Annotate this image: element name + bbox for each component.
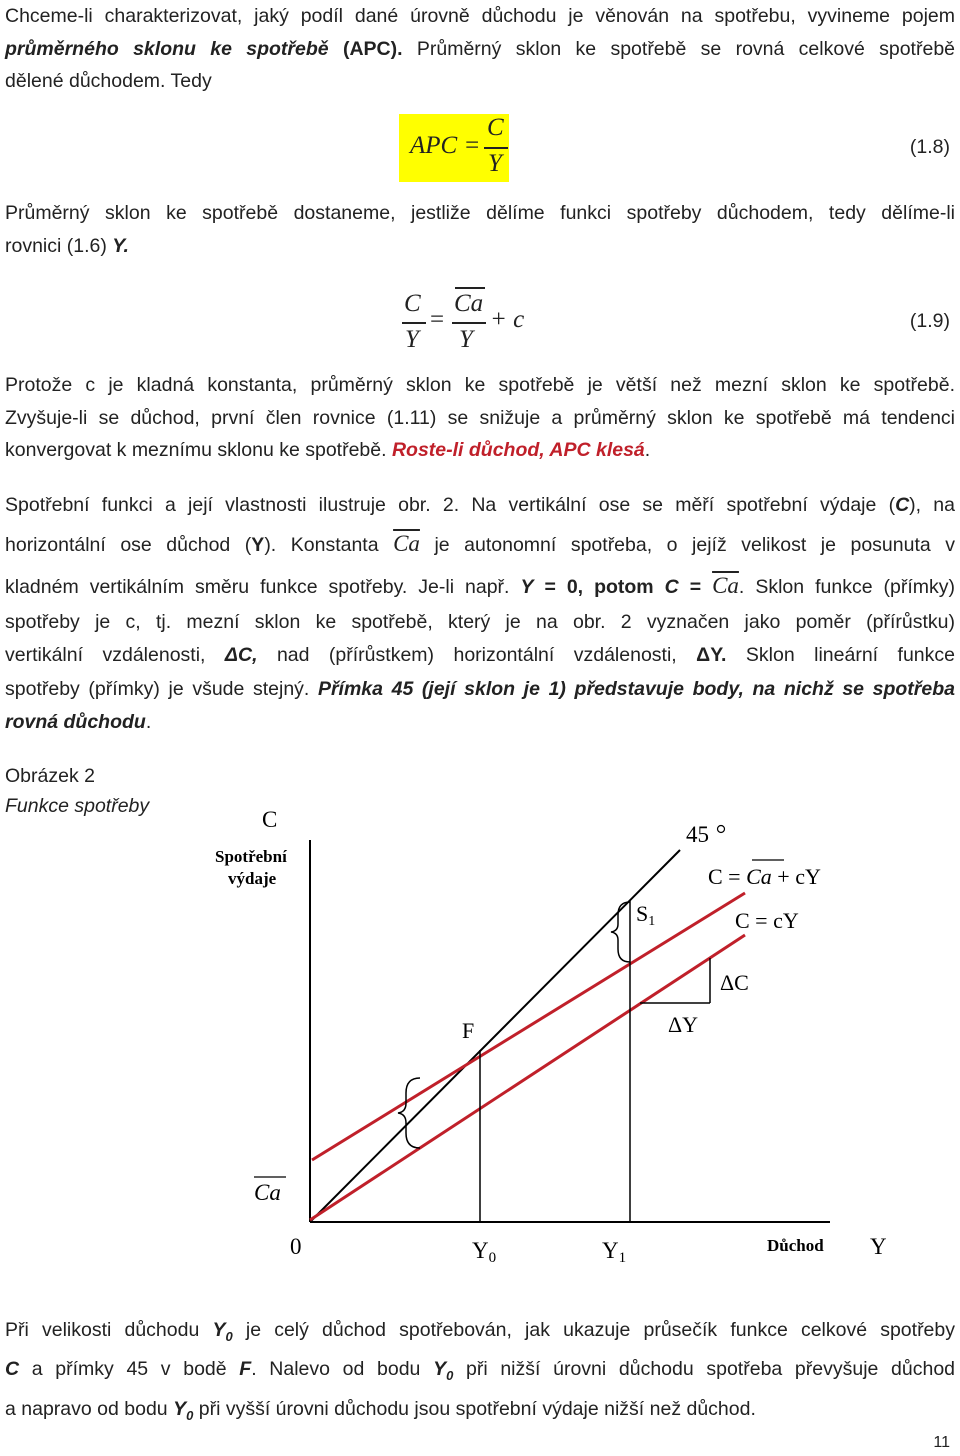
label-s1: S1 bbox=[636, 901, 656, 929]
equation-lhs: APC = bbox=[410, 132, 481, 159]
fraction-line bbox=[484, 147, 508, 149]
text-line: konvergovat k meznímu sklonu ke spotřebě. Roste-li důchod, APC klesá. bbox=[5, 439, 651, 461]
label-point-f: F bbox=[462, 1018, 475, 1043]
text-line: kladném vertikálním směru funkce spotřeby. Je-li např. Y = 0, potom $C = \overline{Ca}$. Sklon funkce (přímky) bbox=[5, 572, 956, 598]
equation-denominator: Y bbox=[459, 326, 473, 353]
paragraph-apc-intro bbox=[5, 0, 955, 98]
text-line: Zvyšuje-li se důchod, první člen rovnice (1.11) se snižuje a průměrný sklon ke spotřebě má tendenci bbox=[5, 406, 955, 429]
equation-numerator: C bbox=[487, 114, 504, 141]
label-consumption-function: C = Ca + cY bbox=[708, 864, 821, 889]
text-line: průměrného sklonu ke spotřebě (APC). Průměrný sklon ke spotřebě se rovná celkové spotřebě bbox=[5, 37, 956, 60]
equation-denominator: Y bbox=[405, 326, 419, 353]
label-45: 45 bbox=[686, 822, 709, 847]
overline-ca bbox=[455, 287, 485, 289]
text-line: vertikální vzdálenosti, ΔC, nad (přírůstkem) horizontální vzdálenosti, ΔY. Sklon lineární funkce bbox=[5, 644, 955, 666]
paragraph-figure-interpretation bbox=[5, 1314, 955, 1432]
label-y0: Y0 bbox=[472, 1238, 497, 1266]
label-origin: 0 bbox=[290, 1234, 302, 1259]
text-line: Protože c je kladná konstanta, průměrný sklon ke spotřebě je větší než mezní sklon ke spotřebě. bbox=[5, 374, 955, 396]
highlight-apc-falls: Roste-li důchod, APC klesá bbox=[391, 439, 645, 461]
axis-label-c: C bbox=[262, 807, 278, 832]
page-number: 11 bbox=[933, 1434, 950, 1451]
fraction-line bbox=[402, 322, 426, 324]
figure-caption-title: Funkce spotřeby bbox=[5, 795, 150, 817]
label-delta-c: ΔC bbox=[720, 970, 749, 995]
label-ca: Ca bbox=[254, 1180, 281, 1205]
label-c-equals-cy: C = cY bbox=[735, 908, 799, 933]
term-apc: průměrného sklonu ke spotřebě bbox=[5, 37, 329, 60]
text-line: Chceme-li charakterizovat, jaký podíl dané úrovně důchodu je věnován na spotřebu, vyvineme pojem bbox=[5, 5, 955, 27]
brace-autonomous bbox=[398, 1078, 420, 1148]
text-line: a napravo od bodu $Y_0$ při vyšší úrovni důchodu jsou spotřební výdaje nižší než důchod. bbox=[5, 1397, 756, 1423]
line-45-degree bbox=[310, 850, 680, 1222]
consumption-function-diagram bbox=[0, 800, 960, 1280]
equation-number: (1.9) bbox=[909, 310, 950, 332]
axis-label-y: Y bbox=[870, 1234, 887, 1259]
axis-label-duchod: Důchod bbox=[767, 1236, 824, 1255]
text-line: spotřeby je c, tj. mezní sklon ke spotřebě, který je na obr. 2 vyznačen jako poměr (přírůstku) bbox=[5, 610, 955, 633]
label-delta-y: ΔY bbox=[668, 1012, 699, 1037]
figure-caption-number: Obrázek 2 bbox=[5, 765, 95, 787]
equation-equals: = bbox=[430, 306, 445, 333]
paragraph-apc-property bbox=[5, 369, 955, 467]
axis-label-spotrebni: Spotřební bbox=[215, 847, 287, 866]
fraction-line bbox=[452, 322, 486, 324]
equation-numerator: Ca bbox=[454, 290, 484, 317]
label-y1: Y1 bbox=[602, 1238, 627, 1266]
degree-symbol bbox=[718, 826, 725, 833]
line-c-equals-cy bbox=[310, 935, 745, 1220]
equation-numerator: C bbox=[404, 290, 421, 317]
text-line: spotřeby (přímky) je všude stejný. Přímka 45 (její sklon je 1) představuje body, na nichž se spotřeba bbox=[5, 678, 955, 700]
equation-denominator: Y bbox=[488, 150, 502, 177]
paragraph-figure-description bbox=[5, 489, 955, 739]
text-line: Průměrný sklon ke spotřebě dostaneme, jestliže dělíme funkci spotřeby důchodem, tedy dělíme-li bbox=[5, 202, 955, 224]
text-line: rovná důchodu. bbox=[5, 711, 152, 733]
text-line: Spotřební funkci a její vlastnosti ilustruje obr. 2. Na vertikální ose se měří spotřební výdaje (C), na bbox=[5, 494, 955, 516]
text-line: dělené důchodem. Tedy bbox=[5, 70, 212, 92]
paragraph-apc-derivation bbox=[5, 197, 955, 262]
text-line: horizontální ose důchod (Y). Konstanta $\overline{Ca}$ je autonomní spotřeba, o jejíž velikost je posunuta v bbox=[5, 530, 955, 556]
text-line: Při velikosti důchodu $Y_0$ je celý důchod spotřebován, jak ukazuje průsečík funkce celkové spotřeby bbox=[5, 1319, 955, 1344]
equation-plus-c: + c bbox=[490, 306, 525, 333]
equation-number: (1.8) bbox=[909, 136, 950, 158]
text-line: rovnici (1.6) Y. bbox=[5, 234, 129, 257]
text-line: C a přímky 45 v bodě F. Nalevo od bodu $Y_0$ při nižší úrovni důchodu spotřeba převyšuje důchod bbox=[5, 1358, 956, 1384]
axis-label-vydaje: výdaje bbox=[228, 869, 277, 888]
